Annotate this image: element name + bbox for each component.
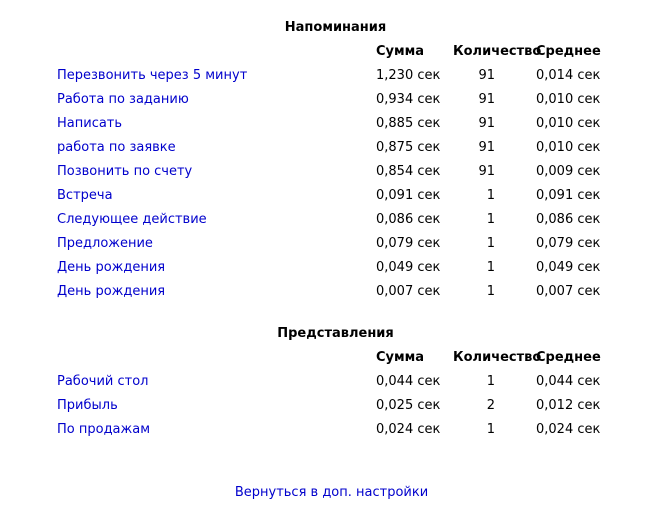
- row-sum: 0,091 сек: [376, 188, 441, 203]
- header-sum: Сумма: [376, 44, 425, 59]
- header-count: Количество: [453, 350, 542, 365]
- row-name-link[interactable]: Рабочий стол: [57, 374, 149, 389]
- row-name-link[interactable]: Работа по заданию: [57, 92, 189, 107]
- row-sum: 0,024 сек: [376, 422, 441, 437]
- row-avg: 0,079 сек: [536, 236, 601, 251]
- row-count: 91: [478, 68, 495, 83]
- header-avg: Среднее: [536, 44, 601, 59]
- row-sum: 0,875 сек: [376, 140, 441, 155]
- header-count: Количество: [453, 44, 542, 59]
- row-name-link[interactable]: Перезвонить через 5 минут: [57, 68, 248, 83]
- row-count: 91: [478, 140, 495, 155]
- row-sum: 0,086 сек: [376, 212, 441, 227]
- row-avg: 0,024 сек: [536, 422, 601, 437]
- table-row: [0, 160, 671, 184]
- table-row: [0, 88, 671, 112]
- row-name-link[interactable]: День рождения: [57, 284, 166, 299]
- row-sum: 0,854 сек: [376, 164, 441, 179]
- footer: [0, 485, 663, 501]
- row-sum: 0,025 сек: [376, 398, 441, 413]
- row-avg: 0,049 сек: [536, 260, 601, 275]
- row-avg: 0,010 сек: [536, 116, 601, 131]
- reminders-title: Напоминания: [284, 20, 387, 35]
- row-name-link[interactable]: День рождения: [57, 260, 166, 275]
- row-count: 1: [486, 212, 495, 227]
- row-sum: 0,079 сек: [376, 236, 441, 251]
- row-count: 1: [486, 236, 495, 251]
- row-count: 91: [478, 116, 495, 131]
- row-count: 1: [486, 188, 495, 203]
- row-count: 1: [486, 284, 495, 299]
- row-name-link[interactable]: По продажам: [57, 422, 151, 437]
- row-avg: 0,010 сек: [536, 140, 601, 155]
- table-row: [0, 280, 671, 304]
- table-row: [0, 394, 671, 418]
- table-row: [0, 256, 671, 280]
- row-name-link[interactable]: Предложение: [57, 236, 153, 251]
- row-avg: 0,086 сек: [536, 212, 601, 227]
- table-row: [0, 418, 671, 442]
- row-sum: 0,049 сек: [376, 260, 441, 275]
- table-row: [0, 370, 671, 394]
- row-avg: 0,009 сек: [536, 164, 601, 179]
- table-row: [0, 208, 671, 232]
- row-count: 91: [478, 164, 495, 179]
- row-avg: 0,091 сек: [536, 188, 601, 203]
- row-name-link[interactable]: Прибыль: [57, 398, 118, 413]
- row-count: 2: [486, 398, 495, 413]
- row-name-link[interactable]: работа по заявке: [57, 140, 176, 155]
- table-row: [0, 136, 671, 160]
- views-title: Представления: [277, 326, 394, 341]
- row-name-link[interactable]: Написать: [57, 116, 123, 131]
- row-sum: 1,230 сек: [376, 68, 441, 83]
- row-count: 1: [486, 260, 495, 275]
- row-avg: 0,044 сек: [536, 374, 601, 389]
- row-sum: 0,007 сек: [376, 284, 441, 299]
- row-sum: 0,934 сек: [376, 92, 441, 107]
- row-name-link[interactable]: Встреча: [57, 188, 113, 203]
- row-name-link[interactable]: Позвонить по счету: [57, 164, 193, 179]
- row-avg: 0,014 сек: [536, 68, 601, 83]
- row-count: 1: [486, 374, 495, 389]
- table-row: [0, 112, 671, 136]
- row-avg: 0,010 сек: [536, 92, 601, 107]
- row-sum: 0,044 сек: [376, 374, 441, 389]
- header-avg: Среднее: [536, 350, 601, 365]
- table-row: [0, 64, 671, 88]
- row-name-link[interactable]: Следующее действие: [57, 212, 207, 227]
- row-count: 1: [486, 422, 495, 437]
- row-avg: 0,007 сек: [536, 284, 601, 299]
- table-row: [0, 184, 671, 208]
- header-sum: Сумма: [376, 350, 425, 365]
- row-count: 91: [478, 92, 495, 107]
- back-to-settings-link[interactable]: Вернуться в доп. настройки: [234, 485, 429, 500]
- row-sum: 0,885 сек: [376, 116, 441, 131]
- table-row: [0, 232, 671, 256]
- row-avg: 0,012 сек: [536, 398, 601, 413]
